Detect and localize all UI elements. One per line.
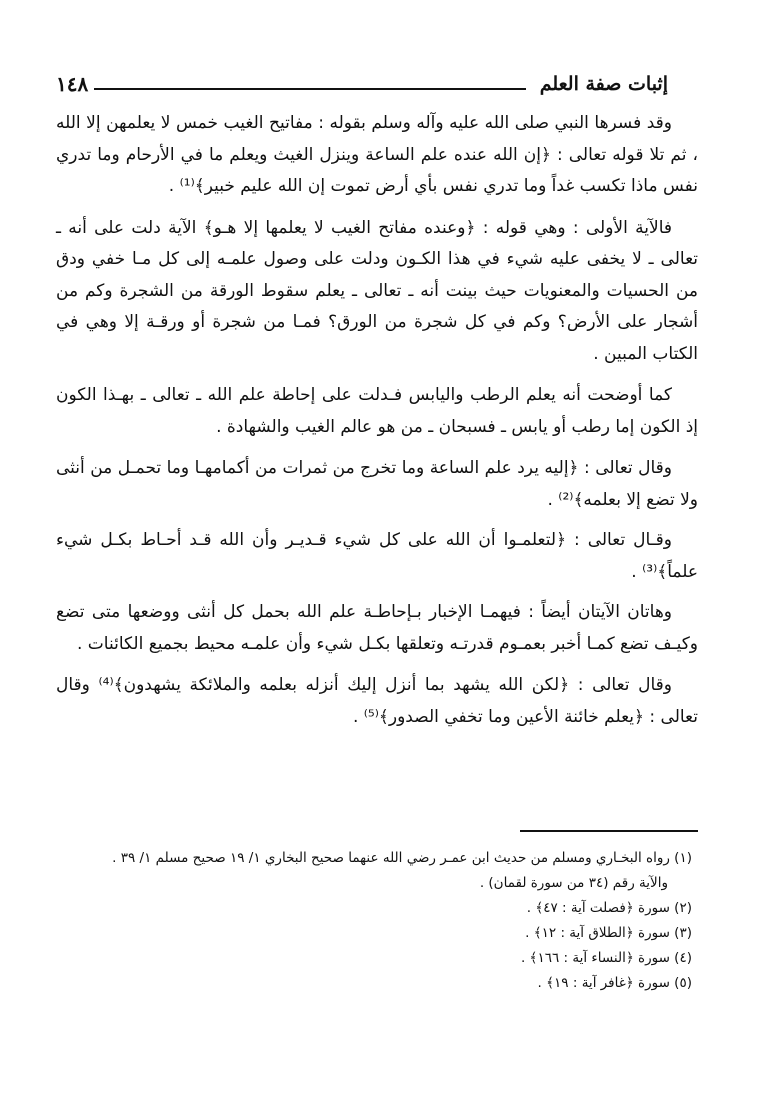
footnote-divider: [520, 830, 698, 832]
header-rule: [94, 88, 525, 90]
running-title: إثبات صفة العلم: [539, 73, 668, 95]
paragraph: فالآية الأولى : وهي قوله : ﴿وعنده مفاتح الغيب لا يعلمها إلا هـو﴾ الآية دلت على أنه ـ تعالى ـ لا يخفى عليه شيء في هذا الكـون ودلت على وصول علمـه إلى كل مـا خفي ودق من الحسيات والمعنويات حيث بينت أنه ـ تعالى ـ يعلم سقوط الورقة من الشجرة وكم من أشجار على الأرض؟ وكم في كل شجرة من الورق؟ فمـا من شجرة أو ورقـة إلا وهي في الكتاب المبين .: [56, 217, 698, 364]
paragraph: كما أوضحت أنه يعلم الرطب واليابس فـدلت على إحاطة علم الله ـ تعالى ـ بهـذا الكون إذ الكون إما رطب أو يابس ـ فسبحان ـ من هو عالم الغيب والشهادة .: [56, 385, 698, 437]
footnote: (١) رواه البخـاري ومسلم من حديث ابن عمـر رضي الله عنهما صحيح البخاري ١/ ١٩ صحيح مسلم ١/ ٣٩ .: [112, 850, 692, 866]
footnote: (٢) سورة ﴿فصلت آية : ٤٧﴾ .: [526, 900, 692, 916]
footnote-continuation: والآية رقم (٣٤ من سورة لقمان) .: [479, 875, 668, 891]
paragraph: وهاتان الآيتان أيضاً : فيهمـا الإخبار بـإحاطـة علم الله بحمل كل أنثى ووضعها متى تضع وكيـف تضع كمـا أخبر بعمـوم قدرتـه وتعلقها بكـل شيء وأن علمـه محيط بجميع الكائنات .: [56, 602, 698, 654]
paragraph: وقال تعالى : ﴿إليه يرد علم الساعة وما تخرج من ثمرات من أكمامهـا وما تحمـل من أنثى ولا تضع إلا بعلمه﴾⁽²⁾ .: [56, 458, 698, 510]
page-header: [56, 60, 668, 96]
page-number: ١٤٨: [56, 72, 89, 96]
footnotes: [52, 846, 692, 996]
footnote: (٥) سورة ﴿غافر آية : ١٩﴾ .: [537, 975, 692, 991]
paragraph: وقال تعالى : ﴿لكن الله يشهد بما أنزل إليك أنزله بعلمه والملائكة يشهدون﴾⁽⁴⁾ وقال تعالى : ﴿يعلم خائنة الأعين وما تخفي الصدور﴾⁽⁵⁾ .: [56, 675, 698, 727]
paragraph: وقد فسرها النبي صلى الله عليه وآله وسلم بقوله : مفاتيح الغيب خمس لا يعلمهن إلا الله ، ثم تلا قوله تعالى : ﴿إن الله عنده علم الساعة وينزل الغيث ويعلم ما في الأرحام وما تدري نفس ماذا تكسب غداً وما تدري نفس بأي أرض تموت إن الله عليم خبير﴾⁽¹⁾ .: [56, 113, 698, 196]
footnote: (٣) سورة ﴿الطلاق آية : ١٢﴾ .: [525, 925, 692, 941]
paragraph: وقـال تعالى : ﴿لتعلمـوا أن الله على كل شيء قـديـر وأن الله قـد أحـاط بكـل شيء علماً﴾⁽³⁾ .: [56, 530, 698, 582]
main-text: [56, 108, 698, 743]
footnote: (٤) سورة ﴿النساء آية : ١٦٦﴾ .: [520, 950, 692, 966]
